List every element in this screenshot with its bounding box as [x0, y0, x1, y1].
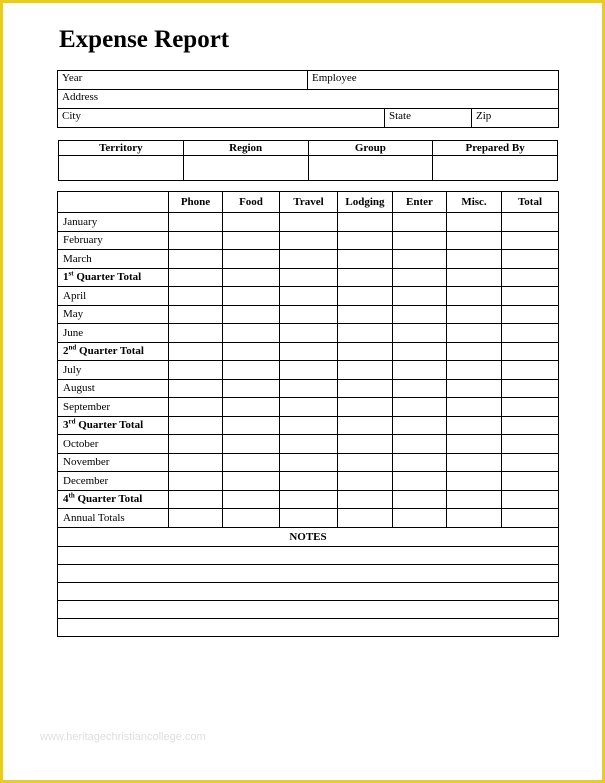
expense-cell[interactable] — [393, 213, 447, 232]
row-label — [58, 213, 169, 232]
expense-row — [58, 379, 559, 398]
food-header: Food — [223, 192, 280, 213]
expense-cell[interactable] — [447, 361, 502, 380]
expense-cell[interactable] — [169, 416, 223, 435]
notes-heading: NOTES — [58, 527, 559, 546]
travel-header: Travel — [280, 192, 338, 213]
row-label — [58, 342, 169, 361]
expense-cell[interactable] — [223, 435, 280, 454]
expense-cell[interactable] — [169, 268, 223, 287]
expense-cell[interactable] — [223, 305, 280, 324]
note-line — [58, 546, 559, 564]
expense-cell[interactable] — [502, 472, 559, 491]
expense-cell[interactable] — [393, 231, 447, 250]
row-label — [58, 416, 169, 435]
expense-cell[interactable] — [338, 453, 393, 472]
expense-cell[interactable] — [447, 305, 502, 324]
expense-cell[interactable] — [338, 435, 393, 454]
expense-cell[interactable] — [223, 416, 280, 435]
expense-cell[interactable] — [280, 324, 338, 343]
row-label — [58, 453, 169, 472]
ordinal-suffix: nd — [68, 343, 77, 352]
expense-cell[interactable] — [338, 509, 393, 528]
prepared-by-header: Prepared By — [433, 141, 558, 156]
expense-cell[interactable] — [393, 324, 447, 343]
row-label-text: January — [63, 215, 98, 228]
expense-row — [58, 453, 559, 472]
expense-cell[interactable] — [338, 379, 393, 398]
expense-cell[interactable] — [502, 435, 559, 454]
expense-cell[interactable] — [338, 361, 393, 380]
expense-table — [57, 191, 559, 637]
expense-cell[interactable] — [169, 287, 223, 306]
expense-cell[interactable] — [502, 453, 559, 472]
expense-cell[interactable] — [502, 361, 559, 380]
row-label — [58, 379, 169, 398]
expense-row — [58, 416, 559, 435]
expense-cell[interactable] — [338, 268, 393, 287]
expense-cell[interactable] — [338, 231, 393, 250]
expense-cell[interactable] — [447, 416, 502, 435]
expense-cell[interactable] — [338, 490, 393, 509]
expense-cell[interactable] — [169, 324, 223, 343]
ordinal-suffix: st — [68, 269, 74, 278]
expense-cell[interactable] — [393, 416, 447, 435]
note-line — [58, 600, 559, 618]
expense-cell[interactable] — [393, 490, 447, 509]
expense-cell[interactable] — [223, 231, 280, 250]
group-header: Group — [308, 141, 433, 156]
row-label-text: June — [63, 326, 84, 339]
expense-cell[interactable] — [169, 250, 223, 269]
expense-cell[interactable] — [447, 435, 502, 454]
expense-cell[interactable] — [447, 398, 502, 417]
expense-cell[interactable] — [280, 342, 338, 361]
ordinal-suffix: th — [68, 491, 75, 500]
row-label — [58, 250, 169, 269]
expense-cell[interactable] — [447, 287, 502, 306]
region-field[interactable] — [183, 156, 308, 181]
row-label — [58, 268, 169, 287]
expense-cell[interactable] — [280, 213, 338, 232]
expense-cell[interactable] — [223, 472, 280, 491]
phone-header: Phone — [169, 192, 223, 213]
note-field[interactable] — [58, 546, 559, 564]
expense-cell[interactable] — [502, 268, 559, 287]
row-label-text: Quarter Total — [74, 493, 143, 506]
expense-cell[interactable] — [502, 342, 559, 361]
expense-cell[interactable] — [280, 453, 338, 472]
note-line — [58, 564, 559, 582]
watermark: www.heritagechristiancollege.com — [40, 731, 206, 743]
note-field[interactable] — [58, 600, 559, 618]
expense-cell[interactable] — [502, 213, 559, 232]
lodging-header: Lodging — [338, 192, 393, 213]
expense-cell[interactable] — [393, 342, 447, 361]
expense-cell[interactable] — [447, 342, 502, 361]
expense-cell[interactable] — [502, 379, 559, 398]
expense-cell[interactable] — [169, 213, 223, 232]
row-label — [58, 509, 169, 528]
expense-cell[interactable] — [280, 416, 338, 435]
row-label — [58, 287, 169, 306]
expense-cell[interactable] — [280, 361, 338, 380]
expense-cell[interactable] — [393, 453, 447, 472]
expense-cell[interactable] — [169, 379, 223, 398]
territory-table — [58, 140, 558, 181]
expense-row — [58, 398, 559, 417]
expense-cell[interactable] — [280, 509, 338, 528]
expense-cell[interactable] — [223, 398, 280, 417]
quarter-number: 1 — [63, 271, 69, 284]
row-label — [58, 435, 169, 454]
expense-cell[interactable] — [447, 379, 502, 398]
quarter-number: 2 — [63, 345, 69, 358]
expense-cell[interactable] — [393, 435, 447, 454]
expense-cell[interactable] — [280, 472, 338, 491]
expense-cell[interactable] — [447, 509, 502, 528]
note-line — [58, 582, 559, 600]
row-label — [58, 490, 169, 509]
expense-cell[interactable] — [223, 490, 280, 509]
quarter-number: 4 — [63, 493, 69, 506]
expense-cell[interactable] — [280, 287, 338, 306]
expense-cell[interactable] — [223, 213, 280, 232]
expense-row — [58, 435, 559, 454]
row-label — [58, 324, 169, 343]
expense-cell[interactable] — [223, 324, 280, 343]
expense-cell[interactable] — [169, 435, 223, 454]
expense-cell[interactable] — [169, 398, 223, 417]
expense-cell[interactable] — [502, 416, 559, 435]
expense-cell[interactable] — [338, 305, 393, 324]
territory-field[interactable] — [59, 156, 184, 181]
expense-cell[interactable] — [223, 379, 280, 398]
expense-cell[interactable] — [280, 398, 338, 417]
expense-cell[interactable] — [169, 342, 223, 361]
expense-cell[interactable] — [393, 268, 447, 287]
notes-header-row — [58, 527, 559, 546]
page-title: Expense Report — [59, 26, 230, 53]
expense-cell[interactable] — [223, 250, 280, 269]
row-label — [58, 472, 169, 491]
expense-cell[interactable] — [502, 509, 559, 528]
expense-cell[interactable] — [447, 324, 502, 343]
expense-cell[interactable] — [393, 472, 447, 491]
row-label-header — [58, 192, 169, 213]
row-label-text: Quarter Total — [76, 345, 144, 358]
expense-cell[interactable] — [447, 490, 502, 509]
expense-cell[interactable] — [447, 472, 502, 491]
misc-header: Misc. — [447, 192, 502, 213]
expense-row — [58, 231, 559, 250]
expense-cell[interactable] — [338, 416, 393, 435]
row-label-text: December — [63, 474, 109, 487]
row-label-text: July — [63, 363, 82, 376]
row-label-text: September — [63, 400, 111, 413]
expense-cell[interactable] — [280, 490, 338, 509]
expense-cell[interactable] — [393, 379, 447, 398]
expense-cell[interactable] — [393, 509, 447, 528]
expense-cell[interactable] — [280, 268, 338, 287]
expense-cell[interactable] — [338, 324, 393, 343]
row-label-text: March — [63, 252, 92, 265]
expense-row — [58, 509, 559, 528]
expense-cell[interactable] — [338, 398, 393, 417]
expense-cell[interactable] — [502, 250, 559, 269]
expense-cell[interactable] — [169, 453, 223, 472]
row-label — [58, 398, 169, 417]
row-label-text: August — [63, 382, 95, 395]
expense-cell[interactable] — [447, 231, 502, 250]
expense-cell[interactable] — [502, 287, 559, 306]
row-label-text: February — [63, 234, 103, 247]
expense-cell[interactable] — [223, 268, 280, 287]
expense-cell[interactable] — [338, 287, 393, 306]
city-field[interactable] — [58, 109, 385, 128]
row-label — [58, 361, 169, 380]
address-label: Address — [62, 91, 99, 103]
expense-cell[interactable] — [502, 398, 559, 417]
year-field[interactable] — [58, 71, 308, 90]
expense-cell[interactable] — [338, 250, 393, 269]
row-label-text: April — [63, 289, 87, 302]
expense-cell[interactable] — [338, 472, 393, 491]
expense-row — [58, 361, 559, 380]
group-field[interactable] — [308, 156, 433, 181]
expense-row — [58, 287, 559, 306]
expense-cell[interactable] — [393, 250, 447, 269]
expense-cell[interactable] — [223, 287, 280, 306]
expense-cell[interactable] — [502, 490, 559, 509]
expense-row — [58, 268, 559, 287]
expense-cell[interactable] — [223, 342, 280, 361]
row-label-text: November — [63, 456, 110, 469]
expense-cell[interactable] — [223, 453, 280, 472]
row-label — [58, 231, 169, 250]
total-header: Total — [502, 192, 559, 213]
state-label: State — [389, 110, 411, 122]
expense-cell[interactable] — [169, 509, 223, 528]
expense-cell[interactable] — [447, 453, 502, 472]
expense-cell[interactable] — [280, 250, 338, 269]
row-label-text: Quarter Total — [73, 271, 142, 284]
zip-field[interactable] — [472, 109, 559, 128]
expense-cell[interactable] — [393, 305, 447, 324]
row-label-text: Annual Totals — [63, 511, 125, 524]
expense-row — [58, 324, 559, 343]
prepared-by-field[interactable] — [433, 156, 558, 181]
row-label — [58, 305, 169, 324]
expense-row — [58, 472, 559, 491]
note-field[interactable] — [58, 582, 559, 600]
expense-row — [58, 213, 559, 232]
row-label-text: October — [63, 437, 99, 450]
expense-cell[interactable] — [169, 231, 223, 250]
expense-cell[interactable] — [393, 361, 447, 380]
expense-cell[interactable] — [169, 361, 223, 380]
expense-cell[interactable] — [502, 231, 559, 250]
note-field[interactable] — [58, 618, 559, 636]
region-header: Region — [183, 141, 308, 156]
employee-label: Employee — [312, 72, 357, 84]
ordinal-suffix: rd — [68, 417, 76, 426]
expense-cell[interactable] — [169, 305, 223, 324]
expense-cell[interactable] — [393, 287, 447, 306]
row-label-text: May — [63, 308, 84, 321]
quarter-number: 3 — [63, 419, 69, 432]
expense-cell[interactable] — [280, 379, 338, 398]
expense-cell[interactable] — [502, 324, 559, 343]
expense-cell[interactable] — [223, 361, 280, 380]
note-line — [58, 618, 559, 636]
expense-row — [58, 342, 559, 361]
enter-header: Enter — [393, 192, 447, 213]
expense-cell[interactable] — [338, 342, 393, 361]
year-label: Year — [62, 72, 83, 84]
expense-cell[interactable] — [502, 305, 559, 324]
row-label-text: Quarter Total — [75, 419, 144, 432]
employee-info-table — [57, 70, 559, 128]
expense-cell[interactable] — [447, 213, 502, 232]
expense-cell[interactable] — [447, 250, 502, 269]
expense-row — [58, 250, 559, 269]
city-label: City — [62, 110, 81, 122]
expense-cell[interactable] — [280, 231, 338, 250]
expense-row — [58, 490, 559, 509]
expense-cell[interactable] — [223, 509, 280, 528]
territory-header: Territory — [59, 141, 184, 156]
expense-cell[interactable] — [393, 398, 447, 417]
expense-row — [58, 305, 559, 324]
zip-label: Zip — [476, 110, 492, 122]
expense-cell[interactable] — [447, 268, 502, 287]
state-field[interactable] — [385, 109, 472, 128]
expense-cell[interactable] — [280, 435, 338, 454]
expense-header-row — [58, 192, 559, 213]
note-field[interactable] — [58, 564, 559, 582]
expense-cell[interactable] — [338, 213, 393, 232]
expense-cell[interactable] — [169, 490, 223, 509]
address-field[interactable] — [58, 90, 559, 109]
employee-field[interactable] — [308, 71, 559, 90]
expense-cell[interactable] — [169, 472, 223, 491]
expense-cell[interactable] — [280, 305, 338, 324]
